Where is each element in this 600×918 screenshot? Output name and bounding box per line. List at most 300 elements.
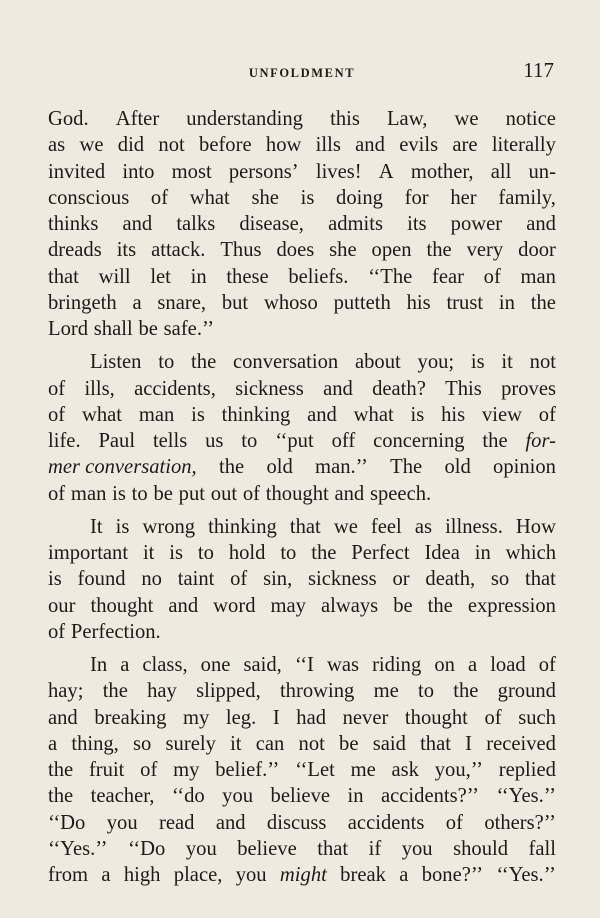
word: accidents, [134, 377, 216, 400]
word: taint [177, 568, 215, 591]
word: that [525, 568, 556, 591]
word: me [373, 680, 399, 703]
word: ‘‘Yes.’’ [496, 785, 556, 808]
word: fall [528, 837, 556, 860]
word: lives! [315, 160, 362, 183]
word: safe.’’ [163, 318, 215, 340]
word: life. [48, 430, 81, 452]
word: ‘‘Do [48, 811, 86, 834]
word: I [272, 706, 280, 729]
word: of [48, 377, 66, 400]
word: of [48, 620, 66, 643]
word: you [401, 837, 433, 860]
word: read [159, 811, 195, 834]
word: literally [491, 134, 556, 157]
word: how [265, 134, 302, 157]
word: expression [467, 594, 556, 617]
word: hay [147, 680, 177, 703]
word: the [48, 759, 74, 781]
word: ground [497, 680, 556, 703]
word: that [317, 837, 349, 860]
page-number: 117 [523, 58, 554, 82]
word: us [205, 430, 224, 452]
word: talks [176, 213, 216, 235]
word: Law, [386, 108, 428, 130]
text-line [48, 159, 556, 185]
paragraph [48, 514, 556, 645]
word: family, [498, 186, 556, 209]
word: what [189, 186, 230, 209]
text-line [48, 593, 556, 619]
word: had [296, 706, 326, 729]
word: throwing [279, 680, 355, 703]
word: word [213, 594, 256, 617]
word: belief.’’ [215, 759, 280, 781]
word: is [112, 482, 126, 505]
text-line [48, 237, 556, 263]
word: load [490, 654, 526, 676]
word: view [481, 403, 522, 426]
word: most [171, 160, 212, 183]
text-line [48, 454, 556, 480]
word: Listen [90, 351, 142, 374]
word: to [241, 430, 258, 452]
word: she [329, 239, 357, 262]
word: be [138, 318, 158, 340]
word: the [530, 291, 556, 314]
word: thought [90, 594, 154, 617]
word: such [518, 706, 556, 729]
word: Perfection. [70, 620, 161, 643]
word: to [158, 351, 175, 374]
word: Idea [424, 542, 460, 564]
book-page [48, 56, 556, 888]
word: and [323, 377, 353, 400]
word: conversation [232, 351, 339, 374]
word: should [453, 837, 509, 860]
word: tells [152, 430, 188, 452]
word: opinion [493, 456, 556, 479]
word: beliefs. [288, 265, 349, 288]
word: that [289, 515, 321, 538]
word: man [520, 265, 556, 288]
word: ‘‘Let [295, 759, 335, 781]
word: thinking [208, 515, 277, 538]
word: speech. [369, 482, 432, 505]
word: Paul [98, 430, 136, 452]
word: one [200, 654, 231, 676]
word: is [191, 403, 205, 426]
word: on [434, 654, 455, 676]
word: wrong [142, 515, 196, 538]
word: ‘‘put [275, 430, 314, 452]
word: The [390, 456, 423, 479]
word: be [393, 594, 413, 617]
text-line [48, 705, 556, 731]
word: be [153, 482, 173, 505]
word: is [169, 542, 184, 564]
word: in [190, 265, 207, 288]
word: un- [528, 160, 556, 183]
word: the [427, 594, 453, 617]
word: it [142, 542, 155, 564]
word: break [340, 864, 386, 886]
word: evils [399, 134, 439, 157]
word: power [450, 213, 503, 235]
word: replied [498, 759, 556, 781]
word: of [484, 706, 502, 729]
word: ‘‘I [294, 654, 314, 676]
word: are [452, 134, 478, 157]
paragraph [48, 349, 556, 507]
word: you,’’ [434, 759, 483, 781]
word: my [182, 706, 210, 729]
word: illness. [445, 515, 503, 538]
word: that [48, 265, 79, 288]
word: but [221, 291, 249, 314]
word: which [505, 542, 556, 564]
word: the [191, 351, 217, 374]
word: is [410, 403, 425, 426]
word: about [354, 351, 401, 374]
word: and [215, 811, 246, 834]
text-line [48, 349, 556, 375]
word: in [498, 291, 515, 314]
word: a [132, 291, 142, 314]
word: teacher, [90, 785, 155, 808]
word: whoso [263, 291, 318, 314]
word: door [518, 239, 556, 262]
text-line [48, 540, 556, 566]
word: leg. [225, 706, 257, 729]
word: believe [237, 837, 297, 860]
word: concerning [373, 430, 465, 452]
word: from [48, 864, 89, 886]
paragraph [48, 652, 556, 888]
word: invited [48, 160, 106, 183]
word: proves [501, 377, 556, 400]
word: and [168, 594, 199, 617]
word: and [307, 403, 337, 426]
word: of [483, 265, 501, 288]
word: death, [425, 568, 476, 591]
word: the [453, 680, 479, 703]
text-line [48, 376, 556, 402]
word: found [77, 568, 126, 591]
word: surely [165, 732, 216, 755]
word: ills, [84, 377, 115, 400]
word: before [199, 134, 252, 157]
word: hold [228, 542, 266, 564]
word: and [355, 134, 385, 157]
word: we [79, 134, 104, 157]
word: shall [93, 318, 133, 340]
text-line [48, 290, 556, 316]
word: the [311, 542, 337, 564]
word: disease, [239, 213, 304, 235]
word: all [490, 160, 512, 183]
word: of [140, 759, 158, 781]
word: the [218, 456, 245, 479]
word: she [251, 186, 279, 209]
word: the [482, 430, 508, 452]
text-line [48, 185, 556, 211]
word: and [526, 213, 556, 235]
word: riding [372, 654, 422, 676]
text-line [48, 731, 556, 757]
word: these [226, 265, 269, 288]
word: what [353, 403, 394, 426]
word: said, [243, 654, 282, 676]
word: place, [173, 864, 223, 886]
text-line [48, 514, 556, 540]
text-line [48, 836, 556, 862]
word: fear [431, 265, 464, 288]
word: if [368, 837, 382, 860]
word: will [98, 265, 131, 288]
word: accidents?’’ [381, 785, 479, 808]
word: snare, [157, 291, 207, 314]
text-line [48, 316, 556, 342]
word: a [399, 864, 409, 886]
word: very [466, 239, 504, 262]
word: we [333, 515, 358, 538]
text-line [48, 264, 556, 290]
word: received [486, 732, 556, 755]
word: might [279, 864, 327, 886]
running-title: UNFOLDMENT [248, 66, 356, 80]
text-line [48, 810, 556, 836]
word: in [347, 785, 364, 808]
word: is [115, 515, 130, 538]
word: of [242, 482, 261, 505]
word: discuss [266, 811, 327, 834]
word: ‘‘The [368, 265, 413, 288]
word: we [454, 108, 479, 130]
word: this [330, 108, 360, 130]
word: for- [525, 430, 556, 452]
word: so [490, 568, 510, 591]
word: to [197, 542, 214, 564]
word: what [81, 403, 122, 426]
word: high [123, 864, 161, 886]
word: be [339, 732, 359, 755]
word: me [350, 759, 376, 781]
word: to [131, 482, 148, 505]
word: is [300, 186, 315, 209]
word: the [426, 239, 452, 262]
text-line [48, 757, 556, 783]
word: into [122, 160, 155, 183]
word: you [185, 837, 217, 860]
word: I [465, 732, 473, 755]
word: no [141, 568, 162, 591]
word: out [210, 482, 238, 505]
word: does [276, 239, 315, 262]
text-line [48, 211, 556, 237]
word: its [407, 213, 427, 235]
word: thing, [71, 732, 119, 755]
word: that [420, 732, 451, 755]
word: It [90, 515, 103, 538]
word: of [48, 403, 66, 426]
word: a [101, 864, 111, 886]
word: his [406, 291, 431, 314]
word: mother, [410, 160, 474, 183]
word: thinking [221, 403, 291, 426]
word: ask [391, 759, 419, 781]
word: ills [315, 134, 341, 157]
word: In [90, 654, 108, 676]
word: put [178, 482, 205, 505]
text-line [48, 428, 556, 454]
text-line [48, 402, 556, 428]
word: my [173, 759, 200, 781]
word: admits [328, 213, 383, 235]
word: as [414, 515, 432, 538]
word: A [378, 160, 394, 183]
word: not [529, 351, 556, 374]
word: of [150, 186, 169, 209]
word: her [450, 186, 477, 209]
word: conscious [48, 186, 130, 209]
word: a [467, 654, 478, 676]
word: feel [370, 515, 402, 538]
word: sickness [235, 377, 304, 400]
word: the [48, 785, 74, 808]
text-line [48, 862, 556, 888]
paragraph [48, 106, 556, 342]
word: Perfect [351, 542, 410, 564]
word: thought [265, 482, 329, 505]
word: as [48, 134, 66, 157]
word: believe [270, 785, 331, 808]
word: off [331, 430, 356, 452]
word: class, [142, 654, 188, 676]
text-line [48, 783, 556, 809]
word: said [372, 732, 406, 755]
word: fruit [88, 759, 125, 781]
word: This [445, 377, 482, 400]
word: it [230, 732, 242, 755]
word: ‘‘do [171, 785, 205, 808]
word: not [298, 732, 325, 755]
text-line [48, 652, 556, 678]
word: it [501, 351, 513, 374]
word: accidents [347, 811, 425, 834]
running-head [48, 56, 556, 86]
body-text [48, 106, 556, 888]
text-line [48, 481, 556, 507]
word: man.’’ [315, 456, 368, 479]
word: of [538, 403, 556, 426]
word: persons’ [228, 160, 299, 183]
word: attack. [151, 239, 206, 262]
word: never [342, 706, 389, 729]
word: a [48, 732, 58, 755]
word: man [138, 403, 175, 426]
word: ‘‘Do [128, 837, 166, 860]
text-line [48, 106, 556, 132]
word: old [444, 456, 471, 479]
word: his [441, 403, 466, 426]
word: and [122, 213, 153, 235]
word: man [70, 482, 107, 505]
word: and [334, 482, 365, 505]
word: important [48, 542, 129, 564]
word: the [102, 680, 128, 703]
word: ‘‘Yes.’’ [496, 864, 556, 886]
text-line [48, 678, 556, 704]
word: you; [417, 351, 455, 374]
word: and [48, 706, 78, 729]
word: our [48, 594, 76, 617]
word: breaking [94, 706, 167, 729]
word: you [235, 864, 267, 886]
word: slipped, [196, 680, 261, 703]
word: doing [336, 186, 383, 209]
word: you [222, 785, 254, 808]
word: a [120, 654, 130, 676]
word: always [321, 594, 379, 617]
word: putteth [333, 291, 391, 314]
word: of [538, 654, 556, 676]
word: can [255, 732, 285, 755]
word: old [266, 456, 293, 479]
word: ‘‘Yes.’’ [48, 837, 108, 860]
word: of [48, 482, 66, 505]
word: death? [372, 377, 426, 400]
word: did [117, 134, 145, 157]
word: to [417, 680, 434, 703]
word: open [371, 239, 412, 262]
word: After [115, 108, 160, 130]
word: of [230, 568, 248, 591]
word: or [392, 568, 410, 591]
word: trust [446, 291, 484, 314]
word: may [270, 594, 306, 617]
word: let [150, 265, 171, 288]
word: sin, [263, 568, 293, 591]
word: for [404, 186, 429, 209]
word: is [48, 568, 62, 591]
word: of [445, 811, 463, 834]
text-line [48, 619, 556, 645]
text-line [48, 566, 556, 592]
word: so [133, 732, 152, 755]
word: to [280, 542, 297, 564]
text-line [48, 132, 556, 158]
word: mer conversation, [48, 456, 197, 479]
word: God. [48, 108, 89, 130]
word: thinks [48, 213, 99, 235]
word: thought [404, 706, 468, 729]
word: How [515, 515, 556, 538]
word: not [158, 134, 185, 157]
word: Lord [48, 318, 89, 340]
word: its [116, 239, 137, 262]
word: bringeth [48, 291, 117, 314]
word: was [326, 654, 359, 676]
word: you [106, 811, 138, 834]
word: Thus [220, 239, 262, 262]
word: in [474, 542, 491, 564]
word: notice [505, 108, 556, 130]
word: sickness [308, 568, 377, 591]
word: is [470, 351, 485, 374]
word: dreads [48, 239, 102, 262]
word: others?’’ [484, 811, 556, 834]
